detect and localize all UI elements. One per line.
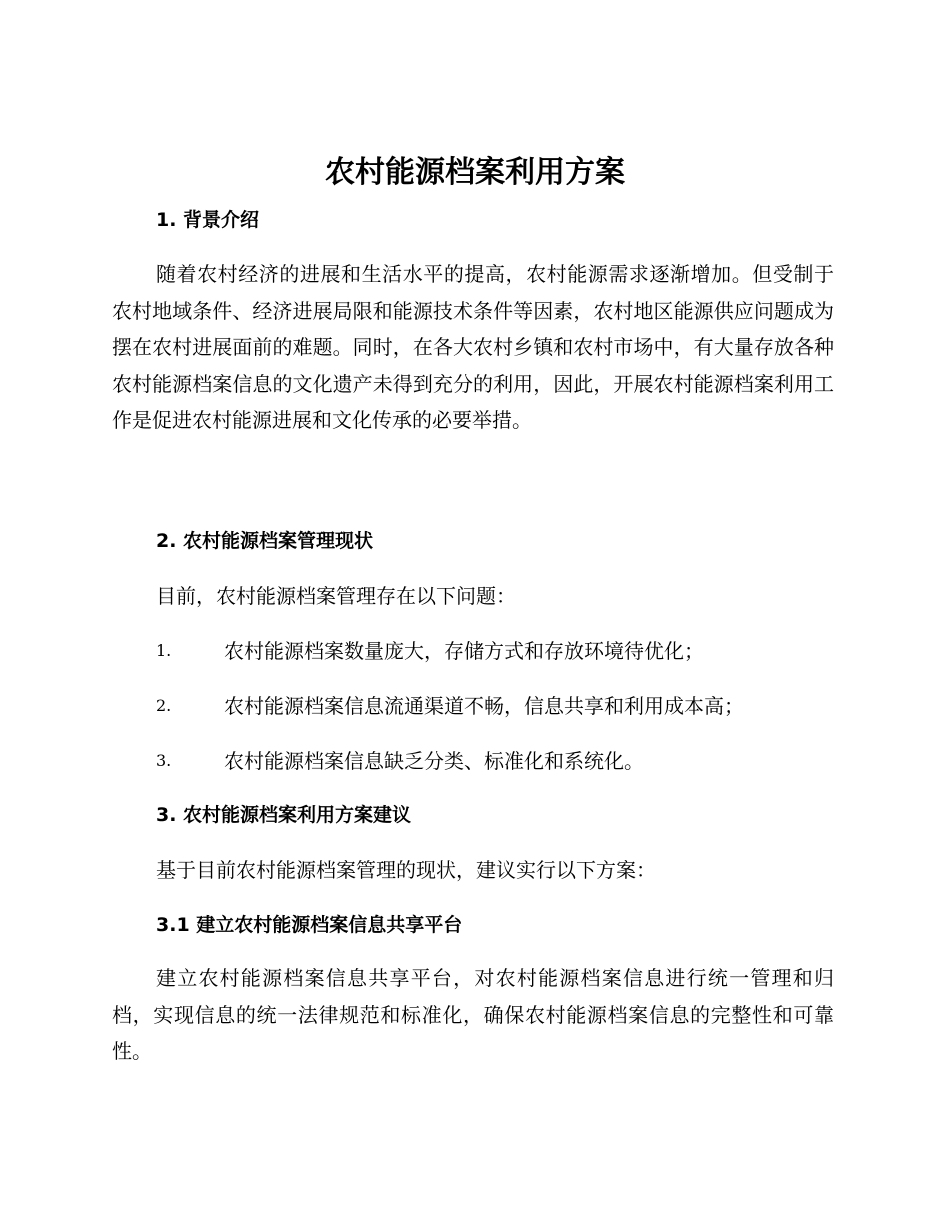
list-item-text: 农村能源档案信息缺乏分类、标准化和系统化。 [224,749,644,773]
section-2-intro: 目前，农村能源档案管理存在以下问题： [156,584,516,608]
list-item-number: 2. [156,696,172,715]
section-3-intro: 基于目前农村能源档案管理的现状，建议实行以下方案： [156,858,656,882]
list-item-number: 1. [156,641,172,660]
list-item [156,636,856,666]
section-3-1-paragraph: 建立农村能源档案信息共享平台，对农村能源档案信息进行统一管理和归档，实现信息的统一法律规范和标准化，确保农村能源档案信息的完整性和可靠性。 [112,966,834,1063]
section-1-paragraph: 随着农村经济的进展和生活水平的提高，农村能源需求逐渐增加。但受制于农村地域条件、经济进展局限和能源技术条件等因素，农村地区能源供应问题成为摆在农村进展面前的难题。同时，在各大农村乡镇和农村市场中，有大量存放各种农村能源档案信息的文化遗产未得到充分的利用，因此，开展农村能源档案利用工作是促进农村能源进展和文化传承的必要举措。 [112,262,834,432]
section-3-heading: 3. 农村能源档案利用方案建议 [156,804,412,826]
list-item-text: 农村能源档案信息流通渠道不畅，信息共享和利用成本高； [224,694,744,718]
list-item [156,746,856,776]
document-title: 农村能源档案利用方案 [325,155,625,190]
list-item [156,691,856,721]
section-2-heading: 2. 农村能源档案管理现状 [156,530,374,552]
section-3-1-heading: 3.1 建立农村能源档案信息共享平台 [156,914,463,936]
section-1-heading: 1. 背景介绍 [156,209,260,231]
list-item-number: 3. [156,751,172,770]
list-item-text: 农村能源档案数量庞大，存储方式和存放环境待优化； [224,639,704,663]
